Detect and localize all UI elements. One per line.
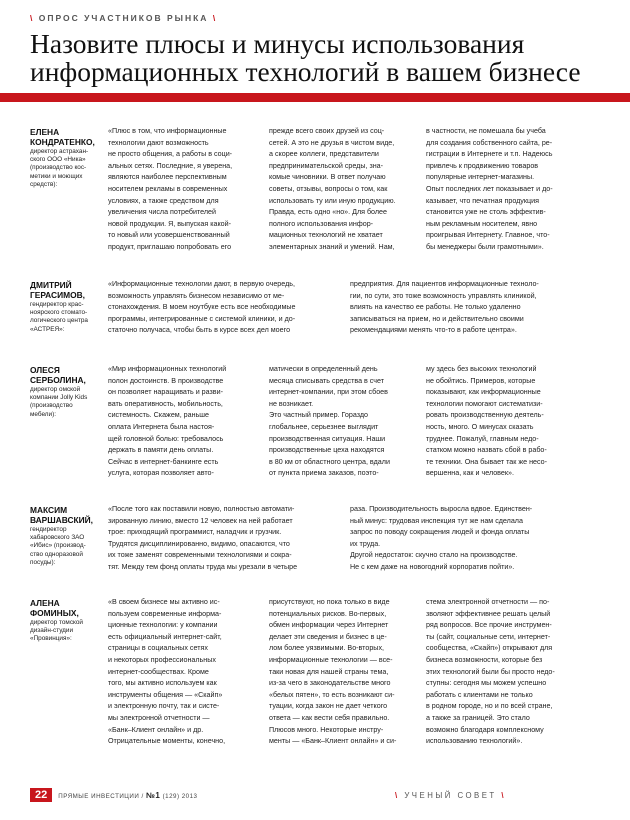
quote-line: записываться на прием, но и действительно своими	[350, 314, 524, 323]
kicker-text: ОПРОС УЧАСТНИКОВ РЫНКА	[38, 13, 209, 23]
title-line: директор астрахан-	[30, 148, 89, 155]
kicker-slash-left: \	[30, 13, 35, 23]
quote-line: страницы в социальных сетях	[108, 644, 208, 653]
quote-line: влиять на качество ее работы. Не только удаленно	[350, 303, 521, 312]
quote-line: этих технологий были бы просто недо-	[426, 667, 555, 676]
quote-line: увеличения числа потребителей	[108, 208, 216, 217]
quote-line: лом более уязвимыми. Во-вторых,	[269, 644, 384, 653]
quote-line: зволяют эффективнее решать целый	[426, 609, 551, 618]
quote-line: держать в памяти день оплаты.	[108, 446, 214, 455]
respondent-title	[30, 619, 112, 644]
title-line: логического центра	[30, 317, 88, 325]
quote-line: Другой недостаток: скучно стало на производстве.	[350, 551, 518, 560]
name-line: ОЛЕСЯ	[30, 365, 60, 375]
name-line: АЛЕНА	[30, 598, 60, 608]
quote-line: присутствуют, но пока только в виде	[269, 598, 390, 606]
name-line: СЕРБОЛИНА,	[30, 375, 86, 385]
quote-column	[108, 279, 296, 337]
quote-line: матически в определенный день	[269, 365, 378, 373]
quote-line: потенциальных рисков. Во-первых,	[269, 609, 387, 618]
name-line: МАКСИМ	[30, 505, 68, 515]
magazine-title: ПРЯМЫЕ ИНВЕСТИЦИИ /	[58, 792, 144, 800]
quote-line: ряд вопросов. Все прочие инструмен-	[426, 621, 552, 630]
quote-line: вершенна, как и человек».	[426, 469, 514, 478]
quote-line: не просто общения, а работы в соци-	[108, 150, 233, 159]
title-line: метики и моющих	[30, 172, 83, 180]
quote-line: использовать ту или иную продукцию.	[269, 196, 396, 205]
title-line: гендиректор	[30, 526, 67, 533]
quote-line: возможно благодаря комплексному	[426, 725, 544, 734]
title-line: (производство	[30, 402, 73, 410]
quote-line: труднее. Пожалуй, главным недо-	[426, 434, 539, 443]
quote-column	[350, 279, 539, 337]
magazine-name	[58, 791, 197, 800]
quote-line: элементарных знаний и умений. Нам,	[269, 242, 395, 251]
page-number: 22	[30, 788, 52, 802]
section-name: УЧЕНЫЙ СОВЕТ	[404, 791, 497, 800]
quote-line: есть официальный интернет-сайт,	[108, 632, 222, 641]
quote-line: альных сетях. Последние, я уверена,	[108, 161, 233, 170]
quote-line: стема электронной отчетности — по-	[426, 598, 550, 606]
quote-column	[108, 364, 226, 480]
quote-line: ответа — как вести себя правильно.	[269, 713, 390, 722]
name-line: КОНДРАТЕНКО,	[30, 137, 95, 147]
quote-line: а скорее коллеги, представители	[269, 150, 379, 159]
respondent-name	[30, 505, 116, 525]
quote-column	[108, 597, 225, 748]
respondent-title	[30, 526, 112, 567]
title-line: «Провинция»:	[30, 635, 72, 643]
quote-line: те техники. Она бывает так же несо-	[426, 457, 547, 466]
quote-line: предпринимательской среды, зна-	[269, 161, 384, 170]
quote-line: информационные технологии — все-	[269, 655, 393, 664]
quote-line: то новый или усовершенствованный	[108, 231, 230, 240]
title-line: «АСТРЕЯ»:	[30, 325, 65, 333]
quote-line: в 80 км от областного центра, вдали	[269, 457, 390, 466]
quote-column	[426, 126, 553, 254]
quote-line: ступны: сегодня мы можем успешно	[426, 679, 547, 688]
quote-line: ный минус: трудовая инспекция тут же нам сделала	[350, 516, 523, 525]
quote-line: Отрицательные моменты, конечно,	[108, 737, 226, 746]
quote-line: Не с кем даже на новогодний корпоратив пойти».	[350, 562, 515, 571]
respondent-title	[30, 386, 112, 419]
quote-line: стонахождения. В моем ноутбуке есть все необходимые	[108, 303, 296, 312]
name-line: ФОМИНЫХ,	[30, 608, 79, 618]
quote-line: и электронную почту, так и систе-	[108, 702, 220, 711]
title-line: гендиректор крас-	[30, 301, 84, 308]
quote-line: предприятия. Для пациентов информационные техноло-	[350, 280, 539, 288]
quote-line: популярные интернет-магазины.	[426, 173, 535, 182]
quote-line: использованию технологий».	[426, 737, 523, 746]
quote-line: их труда.	[350, 539, 381, 548]
respondent-name	[30, 280, 116, 300]
quote-line: привлечь к продвижению товаров	[426, 161, 539, 170]
quote-line: из-за чего в законодательстве много	[269, 679, 391, 688]
quote-line: условиях, а также средством для	[108, 196, 219, 205]
quote-line: ровать производственную деятель-	[426, 411, 544, 420]
quote-line: являются наиболее перспективным	[108, 173, 227, 182]
name-line: ВАРШАВСКИЙ,	[30, 515, 93, 525]
quote-line: мы электронной отчетности —	[108, 713, 210, 722]
quote-line: му здесь без высоких технологий	[426, 365, 537, 373]
quote-line: делает эти сведения и бизнес в це-	[269, 632, 387, 641]
quote-line: оплата Интернета была настоя-	[108, 422, 215, 431]
quote-column	[426, 597, 555, 748]
quote-line: вать оперативность, мобильность,	[108, 399, 223, 408]
quote-line: а также за границей. Это стало	[426, 713, 530, 722]
quote-line: Трудятся дисциплинированно, видимо, опасаются, что	[108, 539, 290, 548]
title-line: «Ибис» (производ-	[30, 542, 86, 550]
quote-column	[269, 364, 390, 480]
title-line: ского ООО «Ника»	[30, 156, 86, 164]
quote-line: «Мир информационных технологий	[108, 365, 227, 373]
title-line: мебели):	[30, 410, 57, 418]
quote-line: бизнеса возможности, которые без	[426, 655, 543, 664]
respondent-name	[30, 598, 116, 618]
quote-line: технологии дают возможность	[108, 138, 209, 147]
quote-line: тят. Между тем фонд оплаты труда мы урезали в четыре	[108, 562, 298, 571]
quote-line: системность. Скажем, раньше	[108, 411, 209, 420]
quote-line: программы, интегрированные с системой клиники, и до-	[108, 314, 296, 323]
quote-column	[269, 597, 396, 748]
quote-line: услуга, которая позволяет авто-	[108, 469, 214, 478]
quote-line: комые чиновники. В ответ получаю	[269, 173, 386, 182]
title-line: средств):	[30, 180, 58, 188]
respondent-name	[30, 365, 116, 385]
quote-line: обмен информации через Интернет	[269, 621, 389, 630]
quote-line: не обойтись. Примеров, которые	[426, 376, 536, 385]
quote-line: советы, отзывы, вопросы о том, как	[269, 184, 388, 193]
quote-line: бы менеджеры были грамотными».	[426, 242, 544, 251]
title-line: директор омской	[30, 386, 81, 393]
quote-line: «Информационные технологии дают, в первую очередь,	[108, 280, 295, 288]
footer-left	[30, 788, 198, 802]
quote-line: носителем рекламы в современных	[108, 184, 228, 193]
section-slash-right: \	[501, 791, 507, 800]
headline-line-1: Назовите плюсы и минусы использования	[30, 28, 525, 59]
kicker-slash-right: \	[212, 13, 218, 23]
quote-line: того, мы активно используем как	[108, 679, 217, 688]
issue-number: №1	[145, 790, 161, 800]
quote-line: месяца списывать средства в счет	[269, 376, 385, 385]
quote-line: показывают, как информационные	[426, 388, 541, 397]
quote-line: интернет-компании, при этом сбоев	[269, 388, 388, 397]
title-line: компании Jolly Kids	[30, 394, 88, 402]
quote-line: мационных технологий не хватает	[269, 231, 383, 240]
title-line: ноярского стомато-	[30, 309, 88, 317]
quote-line: проигрывая Интернету. Главное, что-	[426, 231, 550, 240]
quote-line: Сейчас в интернет-банкинге есть	[108, 457, 219, 466]
name-line: ЕЛЕНА	[30, 127, 60, 137]
quote-line: новой продукции. Я, выпуская какой-	[108, 219, 231, 228]
quote-line: для создания собственного сайта, ре-	[426, 138, 553, 147]
quote-column	[269, 126, 396, 254]
quote-line: в частности, не помешала бы учеба	[426, 127, 546, 135]
title-line: хабаровского ЗАО	[30, 534, 85, 542]
quote-line: прежде всего своих друзей из соц-	[269, 127, 385, 135]
title-line: дизайн-студии	[30, 627, 74, 635]
quote-line: таки новая для нашей страны тема,	[269, 667, 389, 676]
quote-line: «В своем бизнесе мы активно ис-	[108, 598, 220, 606]
quote-line: инструменты общения — «Скайп»	[108, 690, 223, 699]
name-line: ДМИТРИЙ	[30, 280, 72, 290]
quote-line: «Плюс в том, что информационные	[108, 127, 227, 135]
name-line: ГЕРАСИМОВ,	[30, 290, 85, 300]
quote-line: интернет-сообществах. Кроме	[108, 667, 209, 676]
quote-line: производственная ситуация. Наши	[269, 434, 386, 443]
quote-line: возможность управлять бизнесом независимо от ме-	[108, 291, 285, 300]
quote-line: статочно получаса, чтобы быть в курсе всех дел моего	[108, 326, 291, 335]
quote-line: Это частный пример. Гораздо	[269, 411, 368, 420]
respondent-name	[30, 127, 116, 147]
quote-line: щей головной болью: требовалось	[108, 434, 224, 443]
quote-line: трое: приходящий программист, наладчик и грузчик.	[108, 528, 282, 537]
quote-line: Правда, есть одно «но». Для более	[269, 208, 387, 217]
quote-line: гистрации в Интернете и т.п. Надеюсь	[426, 150, 553, 159]
quote-line: туации, когда закон не дает четкого	[269, 702, 388, 711]
quote-line: продукт, приглашаю попробовать его	[108, 242, 232, 251]
headline-line-2: информационных технологий в вашем бизнесе	[30, 56, 581, 87]
quote-line: сообщества, «Скайп») открывают для	[426, 644, 553, 653]
quote-line: сетей. А это не друзья в чистом виде,	[269, 138, 395, 147]
quote-column	[350, 504, 532, 574]
respondent-title	[30, 301, 112, 334]
quote-line: глобальнее, серьезнее выглядит	[269, 422, 379, 431]
quote-column	[108, 126, 232, 254]
title-line: директор томской	[30, 619, 84, 626]
quote-line: ным рекламным носителем, явно	[426, 219, 538, 228]
quote-line: «После того как поставили новую, полностью автомати-	[108, 505, 295, 513]
accent-bar	[0, 93, 630, 102]
quote-line: Плюсов много. Некоторые инстру-	[269, 725, 384, 734]
quote-line: технологии помогают систематизи-	[426, 399, 543, 408]
quote-line: от пункта приема заказов, поэто-	[269, 469, 379, 478]
quote-line: гии, по сути, это тоже возможность управлять клиникой,	[350, 291, 537, 300]
title-line: посуды):	[30, 558, 56, 566]
quote-line: он позволяет наращивать и разви-	[108, 388, 223, 397]
issue-detail: (129) 2013	[162, 792, 198, 800]
quote-line: «белых пятен», то есть возникают си-	[269, 690, 395, 699]
quote-line: запрос по поводу сокращения людей и фонда оплаты	[350, 528, 530, 537]
quote-line: и некоторых профессиональных	[108, 655, 216, 664]
quote-line: менты — «Банк–Клиент онлайн» и си-	[269, 737, 397, 746]
quote-line: становится уже не столь эффектив-	[426, 208, 546, 217]
quote-line: статком можно назвать сбой в рабо-	[426, 446, 547, 455]
quote-line: производственные цеха находятся	[269, 446, 385, 455]
quote-line: их тоже заменят современными технологиями и сокра-	[108, 551, 292, 560]
quote-line: полного использования инфор-	[269, 219, 374, 228]
quote-line: Опыт последних лет показывает и до-	[426, 184, 553, 193]
title-line: (производство кос-	[30, 164, 87, 172]
respondent-title	[30, 148, 112, 189]
quote-line: зированную линию, вместо 12 человек на ней работает	[108, 516, 293, 525]
quote-line: рекомендациями менять что-то в работе центра».	[350, 326, 517, 335]
quote-line: не возникает.	[269, 399, 314, 408]
quote-line: полон достоинств. В производстве	[108, 376, 224, 385]
quote-line: пользуем современные информа-	[108, 609, 222, 618]
footer-section	[395, 791, 506, 800]
quote-column	[108, 504, 297, 574]
quote-line: работать с клиентами не только	[426, 690, 533, 699]
quote-line: «Банк–Клиент онлайн» и др.	[108, 725, 204, 734]
quote-line: в родном городе, но и по всей стране,	[426, 702, 553, 711]
section-slash-left: \	[395, 791, 400, 800]
quote-line: ционные технологии: у компании	[108, 621, 218, 630]
quote-line: ность, много. О минусах сказать	[426, 422, 534, 431]
quote-line: ты (сайт, социальные сети, интернет-	[426, 632, 551, 641]
page-headline	[30, 30, 620, 86]
quote-line: казывает, что печатная продукция	[426, 196, 539, 205]
section-kicker	[30, 13, 217, 23]
quote-column	[426, 364, 547, 480]
title-line: ство одноразовой	[30, 550, 83, 558]
quote-line: раза. Производительность выросла вдвое. Единствен-	[350, 505, 533, 513]
